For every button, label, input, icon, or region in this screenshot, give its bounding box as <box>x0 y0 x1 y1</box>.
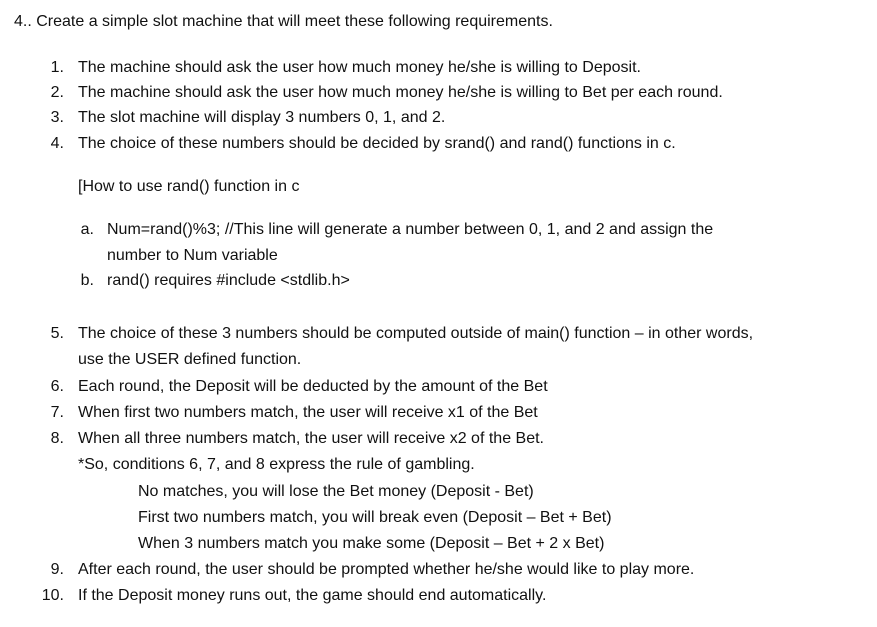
assignment-heading: 4.. Create a simple slot machine that will meet these following requirements. <box>14 13 553 30</box>
rule-three-match: When 3 numbers match you make some (Deposit – Bet + 2 x Bet) <box>138 535 605 552</box>
rule-no-match: No matches, you will lose the Bet money (Deposit - Bet) <box>138 483 534 500</box>
item-number: 2. <box>50 84 64 101</box>
rule-two-match: First two numbers match, you will break even (Deposit – Bet + Bet) <box>138 509 612 526</box>
item-number: 10. <box>41 587 64 604</box>
item-text: After each round, the user should be prompted whether he/she would like to play more. <box>78 561 695 578</box>
sub-item-letter: a. <box>80 221 94 238</box>
item-number: 5. <box>50 325 64 342</box>
item-text: The slot machine will display 3 numbers 0, 1, and 2. <box>78 109 446 126</box>
item-number: 1. <box>50 59 64 76</box>
sub-item-text: Num=rand()%3; //This line will generate a number between 0, 1, and 2 and assign the <box>107 221 714 238</box>
sub-item-letter: b. <box>80 272 94 289</box>
item-text: If the Deposit money runs out, the game should end automatically. <box>78 587 547 604</box>
item-text-continued: use the USER defined function. <box>78 351 302 368</box>
rules-note: *So, conditions 6, 7, and 8 express the rule of gambling. <box>78 456 475 473</box>
item-text: The machine should ask the user how much money he/she is willing to Bet per each round. <box>78 84 723 101</box>
item-text: Each round, the Deposit will be deducted by the amount of the Bet <box>78 378 548 395</box>
item-text: When all three numbers match, the user will receive x2 of the Bet. <box>78 430 544 447</box>
howto-heading: [How to use rand() function in c <box>78 178 300 195</box>
item-number: 7. <box>50 404 64 421</box>
item-text: The machine should ask the user how much money he/she is willing to Deposit. <box>78 59 641 76</box>
item-text: The choice of these numbers should be decided by srand() and rand() functions in c. <box>78 135 676 152</box>
item-number: 8. <box>50 430 64 447</box>
sub-item-text-continued: number to Num variable <box>107 247 278 264</box>
item-number: 9. <box>50 561 64 578</box>
item-number: 6. <box>50 378 64 395</box>
item-text: The choice of these 3 numbers should be computed outside of main() function – in other words, <box>78 325 754 342</box>
sub-item-text: rand() requires #include <stdlib.h> <box>107 272 350 289</box>
item-number: 3. <box>50 109 64 126</box>
item-text: When first two numbers match, the user will receive x1 of the Bet <box>78 404 538 421</box>
item-number: 4. <box>50 135 64 152</box>
